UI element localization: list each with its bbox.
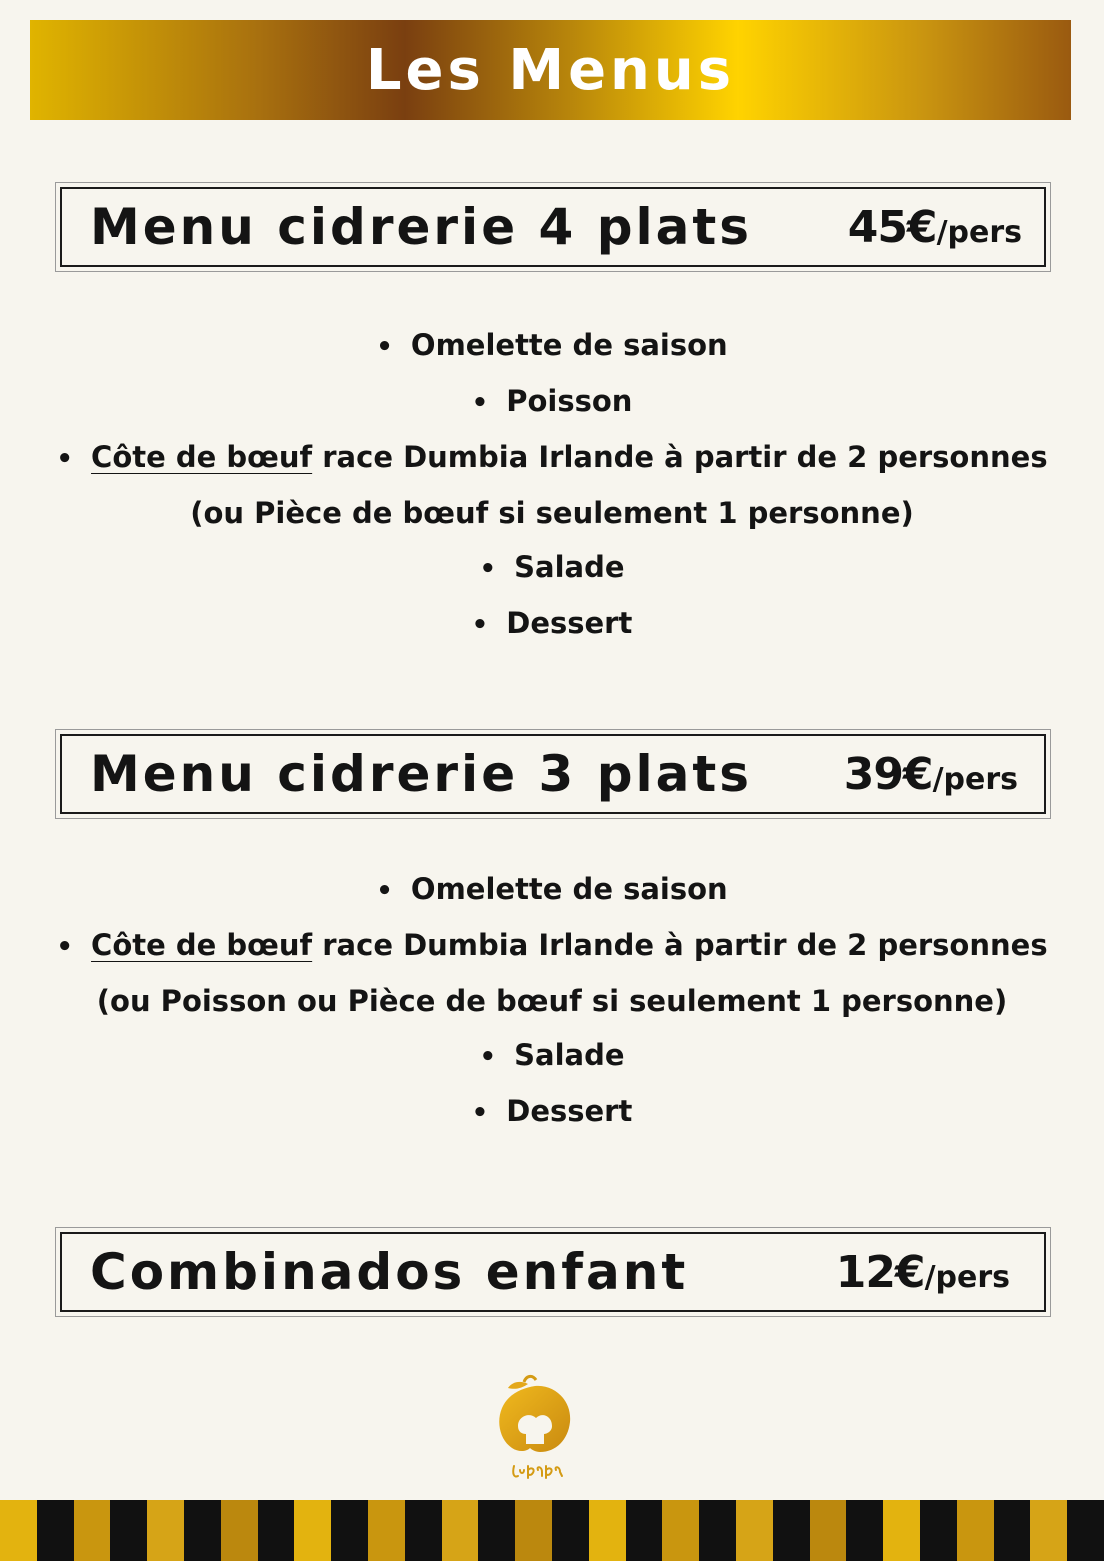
stripe	[74, 1500, 111, 1561]
menu-header-enfant	[60, 1232, 1046, 1312]
cote-de-boeuf-label: Côte de bœuf	[91, 928, 313, 962]
stripe	[994, 1500, 1031, 1561]
menu-price	[848, 202, 1022, 253]
stripe	[810, 1500, 847, 1561]
stripe	[37, 1500, 74, 1561]
list-item: • Dessert	[0, 1084, 1104, 1140]
list-item: • Poisson	[0, 374, 1104, 430]
stripe	[110, 1500, 147, 1561]
menu-title: Menu cidrerie 3 plats	[90, 745, 753, 803]
stripe	[662, 1500, 699, 1561]
price-amount: 45€	[847, 202, 937, 253]
stripe	[478, 1500, 515, 1561]
stripe	[368, 1500, 405, 1561]
stripe	[258, 1500, 295, 1561]
list-item-note: (ou Poisson ou Pièce de bœuf si seulement 1 personne)	[96, 984, 1008, 1018]
stripe	[736, 1500, 773, 1561]
menu-items-3-plats	[0, 862, 1104, 1140]
stripe	[184, 1500, 221, 1561]
list-item: • Omelette de saison	[0, 318, 1104, 374]
decorative-stripe-band	[0, 1500, 1104, 1561]
stripe	[0, 1500, 37, 1561]
list-item: • Côte de bœuf race Dumbia Irlande à partir de 2 personnes	[0, 918, 1104, 974]
menu-header-4-plats	[60, 187, 1046, 267]
stripe	[331, 1500, 368, 1561]
stripe	[920, 1500, 957, 1561]
menu-header-3-plats	[60, 734, 1046, 814]
price-unit: /pers	[936, 215, 1022, 250]
price-amount: 39€	[843, 749, 933, 800]
stripe	[147, 1500, 184, 1561]
title-banner	[30, 20, 1071, 120]
stripe	[405, 1500, 442, 1561]
list-item-note: (ou Pièce de bœuf si seulement 1 personne)	[190, 496, 914, 530]
menu-price	[836, 1247, 1010, 1298]
stripe	[846, 1500, 883, 1561]
list-item: • Omelette de saison	[0, 862, 1104, 918]
stripe	[1067, 1500, 1104, 1561]
menu-title: Combinados enfant	[90, 1243, 689, 1301]
stripe	[552, 1500, 589, 1561]
stripe	[957, 1500, 994, 1561]
price-unit: /pers	[932, 762, 1018, 797]
menu-price	[844, 749, 1018, 800]
cote-de-boeuf-label: Côte de bœuf	[91, 440, 313, 474]
stripe	[442, 1500, 479, 1561]
stripe	[221, 1500, 258, 1561]
stripe	[515, 1500, 552, 1561]
list-item: • Dessert	[0, 596, 1104, 652]
menu-title: Menu cidrerie 4 plats	[90, 198, 753, 256]
stripe	[294, 1500, 331, 1561]
list-item: • Salade	[0, 540, 1104, 596]
stripe	[773, 1500, 810, 1561]
apple-chef-logo-icon	[490, 1374, 580, 1486]
price-amount: 12€	[835, 1247, 925, 1298]
stripe	[1030, 1500, 1067, 1561]
stripe	[589, 1500, 626, 1561]
menu-items-4-plats	[0, 318, 1104, 652]
page-title: Les Menus	[365, 37, 736, 103]
price-unit: /pers	[924, 1260, 1010, 1295]
stripe	[699, 1500, 736, 1561]
stripe	[883, 1500, 920, 1561]
list-item: • Salade	[0, 1028, 1104, 1084]
stripe	[626, 1500, 663, 1561]
list-item: • Côte de bœuf race Dumbia Irlande à partir de 2 personnes	[0, 430, 1104, 486]
